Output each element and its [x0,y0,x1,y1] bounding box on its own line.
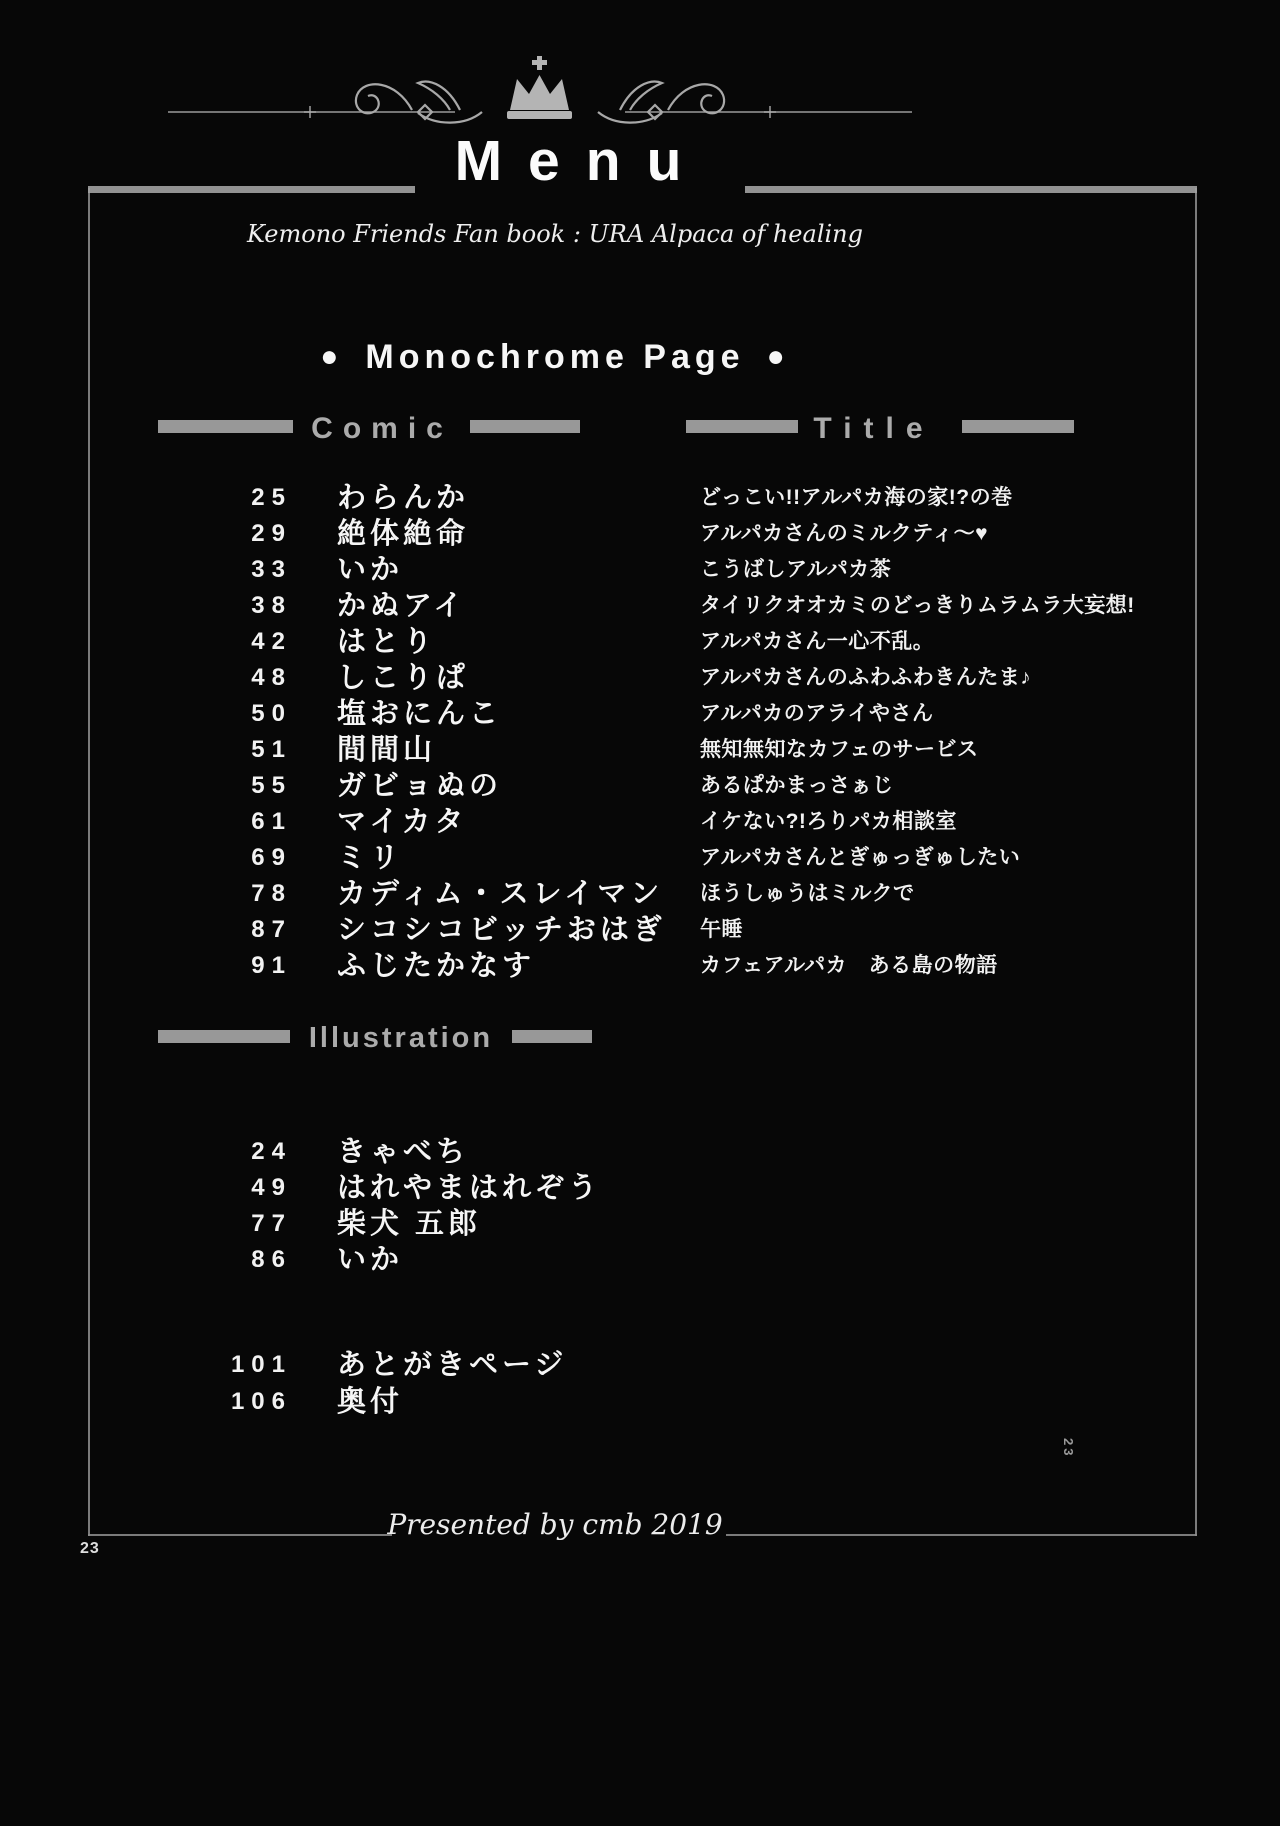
entry-author: わらんか [337,482,470,514]
entry-title: アルパカさん一心不乱。 [700,630,935,653]
entry-page-number: 77 [251,1210,292,1237]
entry-author: カディム・スレイマン [337,878,664,910]
entry-page-number: 101 [230,1351,292,1378]
entry-page-number: 87 [251,916,292,943]
comic-entry-row [0,804,1280,840]
comic-entry-row [0,840,1280,876]
extras-entry-row [0,1347,1280,1384]
side-page-number: 23 [1061,1438,1076,1459]
entry-author: マイカタ [337,806,468,838]
entry-page-number: 29 [251,520,292,547]
comic-section-heading: Comic [311,412,453,445]
illustration-section-heading: Illustration [308,1022,494,1054]
comic-entry-row [0,768,1280,804]
entry-title: こうばしアルパカ茶 [700,558,892,581]
comic-header-bar-right [470,420,580,433]
title-header-bar-right [962,420,1074,433]
entry-title: 午睡 [700,918,743,941]
entry-author: しこりぱ [337,662,470,694]
comic-entry-row [0,732,1280,768]
page-title: Menu [454,129,708,193]
entry-page-number: 86 [251,1246,292,1273]
entry-page-number: 48 [251,664,292,691]
entry-author: ガビョぬの [337,770,503,802]
comic-entry-row [0,660,1280,696]
entry-page-number: 50 [251,700,292,727]
entry-title: アルパカさんのふわふわきんたま♪ [700,666,1032,689]
title-section-heading: Title [813,412,935,445]
entry-author: いか [337,1244,404,1276]
entry-label: あとがきページ [337,1349,568,1381]
entry-title: アルパカさんとぎゅっぎゅしたい [700,846,1021,869]
comic-header-bar-left [158,420,293,433]
presented-by-credit: Presented by cmb 2019 [387,1508,723,1541]
entry-author: はれやまはれぞう [337,1172,602,1204]
entry-page-number: 24 [251,1138,292,1165]
entry-page-number: 55 [251,772,292,799]
monochrome-page-label: Monochrome Page [365,338,745,376]
entry-page-number: 78 [251,880,292,907]
illustration-entry-list [0,1134,1280,1278]
illustration-header-bar-right [512,1030,592,1043]
entry-page-number: 33 [251,556,292,583]
comic-entry-list [0,480,1280,984]
entry-page-number: 42 [251,628,292,655]
entry-author: 絶体絶命 [337,518,470,550]
bullet-icon: ● [320,340,344,373]
comic-entry-row [0,948,1280,984]
comic-entry-row [0,696,1280,732]
illustration-entry-row [0,1242,1280,1278]
entry-page-number: 106 [230,1388,292,1415]
entry-author: はとり [337,626,437,658]
entry-label: 奥付 [337,1386,404,1418]
illustration-header-bar-left [158,1030,290,1043]
entry-title: あるぱかまっさぁじ [700,774,894,797]
entry-title: イケない?!ろりパカ相談室 [700,810,957,833]
entry-title: ほうしゅうはミルクで [700,882,915,905]
comic-entry-row [0,552,1280,588]
comic-entry-row [0,912,1280,948]
corner-page-number: 23 [80,1540,100,1557]
entry-author: いか [337,554,404,586]
entry-page-number: 25 [251,484,292,511]
entry-page-number: 91 [251,952,292,979]
entry-title: 無知無知なカフェのサービス [700,738,979,761]
entry-page-number: 61 [251,808,292,835]
entry-author: 柴犬 五郎 [337,1208,482,1240]
entry-page-number: 51 [251,736,292,763]
crown-flourish-ornament [160,52,920,138]
entry-page-number: 38 [251,592,292,619]
illustration-entry-row [0,1134,1280,1170]
entry-author: きゃべち [337,1136,470,1168]
entry-author: シコシコビッチおはぎ [337,914,666,946]
entry-title: どっこい!!アルパカ海の家!?の巻 [700,486,1013,509]
entry-title: タイリクオオカミのどっきりムラムラ大妄想! [700,594,1135,617]
entry-title: カフェアルパカ ある島の物語 [700,954,998,977]
title-header-bar-left [686,420,798,433]
comic-entry-row [0,588,1280,624]
monochrome-page-heading [0,338,1110,377]
extras-entry-row [0,1384,1280,1421]
bullet-icon: ● [766,340,790,373]
entry-author: かぬアイ [337,590,467,622]
comic-entry-row [0,876,1280,912]
entry-author: 塩おにんこ [337,698,503,730]
comic-entry-row [0,624,1280,660]
illustration-entry-row [0,1170,1280,1206]
comic-entry-row [0,516,1280,552]
entry-author: 間間山 [337,734,437,766]
page-subtitle: Kemono Friends Fan book : URA Alpaca of healing [247,220,863,248]
crown-icon [507,56,572,119]
entry-title: アルパカのアライやさん [700,702,934,725]
entry-author: ミリ [337,842,404,874]
entry-author: ふじたかなす [337,950,536,982]
entry-page-number: 49 [251,1174,292,1201]
entry-title: アルパカさんのミルクティ～♥ [700,522,989,545]
comic-entry-row [0,480,1280,516]
extras-entry-list [0,1347,1280,1421]
illustration-entry-row [0,1206,1280,1242]
entry-page-number: 69 [251,844,292,871]
